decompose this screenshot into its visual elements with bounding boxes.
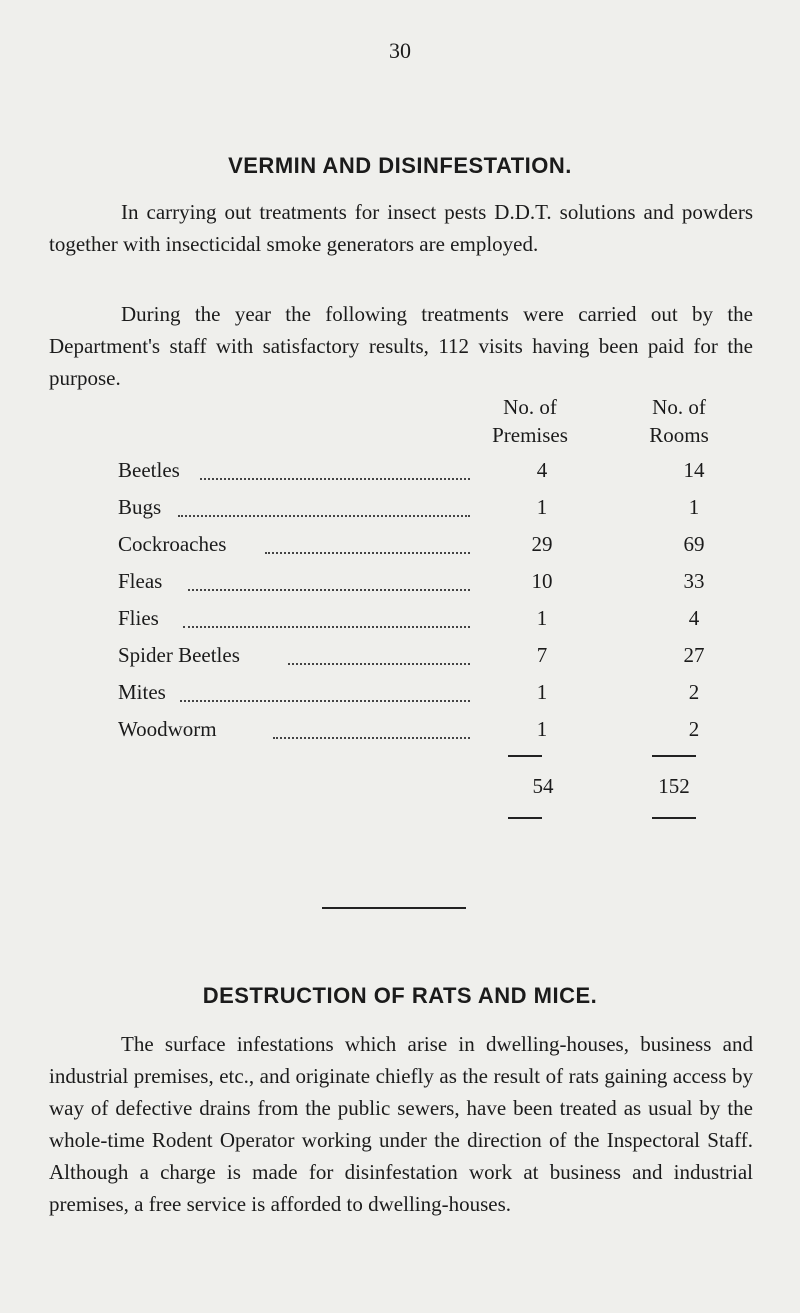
- row-rooms-value: 2: [688, 717, 700, 741]
- row-pest-name: Beetles: [118, 458, 180, 482]
- column-header-rooms-line1: No. of: [652, 395, 706, 419]
- paragraph-year-treatments-text: During the year the following treatments were carried out by the Department's staff with satisfactory results, 112 visits having been paid for the purpose.: [49, 302, 753, 390]
- dot-leader: [183, 600, 470, 628]
- total-premises: 54: [532, 774, 554, 798]
- dot-leader: [265, 526, 470, 554]
- row-pest-name: Woodworm: [118, 717, 217, 741]
- dot-leader: [288, 637, 470, 665]
- row-premises-value: 10: [531, 569, 553, 593]
- row-rooms-value: 4: [688, 606, 700, 630]
- row-rooms-value: 1: [688, 495, 700, 519]
- dot-leader: [178, 489, 470, 517]
- section-title-rats: DESTRUCTION OF RATS AND MICE.: [202, 983, 598, 1008]
- row-pest-name: Mites: [118, 680, 166, 704]
- row-premises-value: 1: [536, 495, 548, 519]
- row-premises-value: 1: [536, 717, 548, 741]
- total-rule-rooms: [652, 817, 696, 819]
- table-row: [118, 717, 718, 747]
- table-row: [118, 643, 718, 673]
- paragraph-rats: [49, 1028, 753, 1220]
- table-row: [118, 680, 718, 710]
- table-row: [118, 569, 718, 599]
- dot-leader: [188, 563, 470, 591]
- table-row: [118, 606, 718, 636]
- paragraph-year-treatments: [49, 298, 753, 394]
- row-premises-value: 29: [531, 532, 553, 556]
- row-pest-name: Bugs: [118, 495, 162, 519]
- paragraph-rats-text: The surface infestations which arise in dwelling-houses, business and industrial premises, etc., and originate chiefly as the result of rats gaining access by way of defective drains from the public sewers, have been treated as usual by the whole-time Rodent Operator working under the direction of the Inspectoral Staff. Although a charge is made for disinfestation work at business and industrial premises, a free service is afforded to dwelling-houses.: [49, 1032, 753, 1216]
- row-premises-value: 1: [536, 606, 548, 630]
- paragraph-treatments: [49, 196, 753, 260]
- row-pest-name: Flies: [118, 606, 159, 630]
- row-rooms-value: 27: [683, 643, 705, 667]
- row-rooms-value: 69: [683, 532, 705, 556]
- row-premises-value: 7: [536, 643, 548, 667]
- column-header-premises: [475, 393, 585, 449]
- row-pest-name: Spider Beetles: [118, 643, 240, 667]
- total-rule-premises: [508, 817, 542, 819]
- row-premises-value: 4: [536, 458, 548, 482]
- paragraph-treatments-text: In carrying out treatments for insect pests D.D.T. solutions and powders together with insecticidal smoke generators are employed.: [49, 200, 753, 256]
- row-pest-name: Cockroaches: [118, 532, 227, 556]
- total-rooms: 152: [658, 774, 690, 798]
- dot-leader: [273, 711, 470, 739]
- column-header-premises-line2: Premises: [492, 423, 568, 447]
- section-title-vermin: VERMIN AND DISINFESTATION.: [228, 153, 572, 178]
- column-header-premises-line1: No. of: [503, 395, 557, 419]
- subtotal-rule-premises: [508, 755, 542, 757]
- dot-leader: [200, 452, 470, 480]
- row-rooms-value: 2: [688, 680, 700, 704]
- section-divider: [322, 907, 466, 909]
- row-premises-value: 1: [536, 680, 548, 704]
- row-pest-name: Fleas: [118, 569, 163, 593]
- dot-leader: [180, 674, 470, 702]
- column-header-rooms-line2: Rooms: [649, 423, 709, 447]
- table-row: [118, 495, 718, 525]
- row-rooms-value: 14: [683, 458, 705, 482]
- page-number: 30: [389, 38, 411, 63]
- table-row: [118, 532, 718, 562]
- subtotal-rule-rooms: [652, 755, 696, 757]
- column-header-rooms: [624, 393, 734, 449]
- row-rooms-value: 33: [683, 569, 705, 593]
- table-row: [118, 458, 718, 488]
